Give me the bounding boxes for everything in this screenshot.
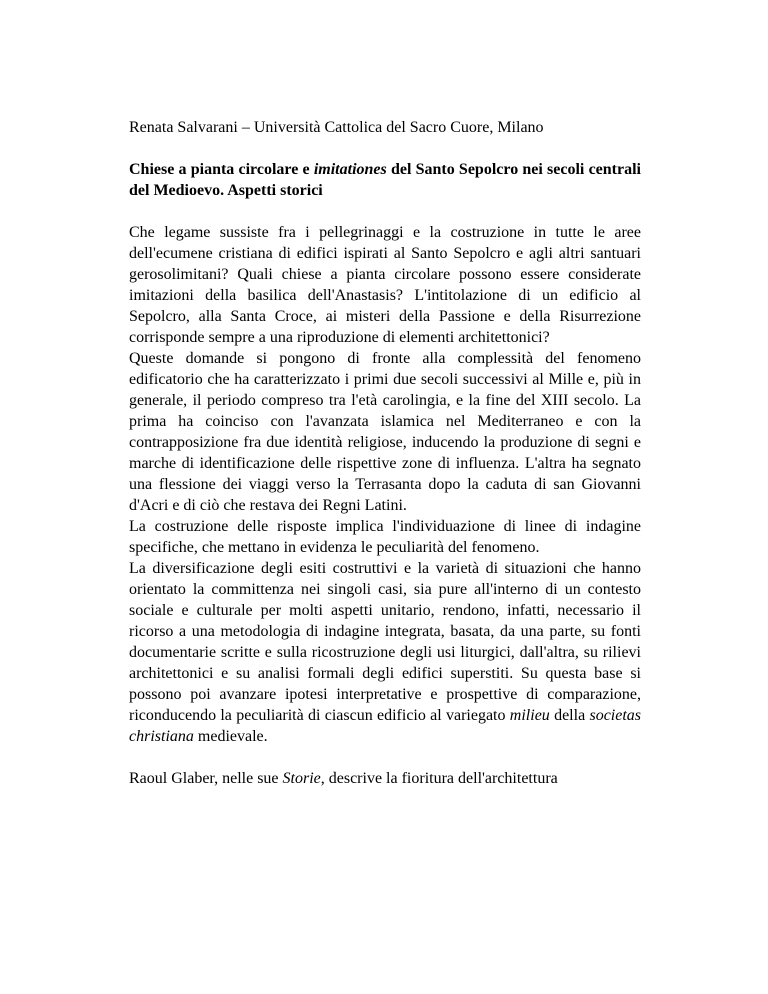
paragraph-1: Che legame sussiste fra i pellegrinaggi e la costruzione in tutte le aree dell'ecumene cristiana di edifici ispirati al Santo Sepolcro e agli altri santuari gerosolimitani? Quali chiese a pianta circolare possono essere considerate imitazioni della basilica dell'Anastasis? L'intitolazione di un edificio al Sepolcro, alla Santa Croce, ai misteri della Passione e della Risurrezione corrisponde sempre a una riproduzione di elementi architettonici? [129,224,641,346]
paragraph-2: Queste domande si pongono di fronte alla complessità del fenomeno edificatorio che ha caratterizzato i primi due secoli successivi al Mille e, più in generale, il periodo compreso tra l'età carolingia, e la fine del XIII secolo. La prima ha coinciso con l'avanzata islamica nel Mediterraneo e con la contrapposizione fra due identità religiose, inducendo la produzione di segni e marche di identificazione delle rispettive zone di influenza. L'altra ha segnato una flessione dei viaggi verso la Terrasanta dopo la caduta di san Giovanni d'Acri e di ciò che restava dei Regni Latini. [129,350,641,514]
title-italic: imitationes [313,161,387,178]
paragraph-4-text-a: La diversificazione degli esiti costruttivi e la varietà di situazioni che hanno orientato la committenza nei singoli casi, sia pure all'interno di un contesto sociale e culturale per molti aspetti unitario, rendono, infatti, necessario il ricorso a una metodologia di indagine integrata, basata, da una parte, su fonti documentarie scritte e sulla ricostruzione degli usi liturgici, dall'altra, su rilievi architettonici e su analisi formali degli edifici superstiti. Su questa base si possono poi avanzare ipotesi interpretative e prospettive di comparazione, riconducendo la peculiarità di ciascun edificio al variegato [129,560,641,724]
paragraph-5 [129,768,641,789]
paragraph-4-italic-societas: societas christiana [129,707,642,745]
paragraph-5-italic-storie: Storie [282,770,321,787]
paragraph-4 [129,558,641,747]
paragraph-4-text-b: della [549,707,590,724]
paper-title [129,159,641,201]
author-line: Renata Salvarani – Università Cattolica del Sacro Cuore, Milano [129,119,544,136]
paragraph-4-text-c: medievale. [193,728,268,745]
title-part-1: Chiese a pianta circolare e [129,161,314,178]
paragraph-5-text-a: Raoul Glaber, nelle sue [129,770,283,787]
document-page [129,117,641,789]
paragraph-4-italic-milieu: milieu [509,707,550,724]
title-part-2: del Santo Sepolcro nei secoli centrali del Medioevo. Aspetti storici [129,161,641,199]
paragraph-5-text-b: , descrive la fioritura dell'architettura [320,770,558,787]
paragraph-3: La costruzione delle risposte implica l'individuazione di linee di indagine specifiche, che mettano in evidenza le peculiarità del fenomeno. [129,518,641,556]
